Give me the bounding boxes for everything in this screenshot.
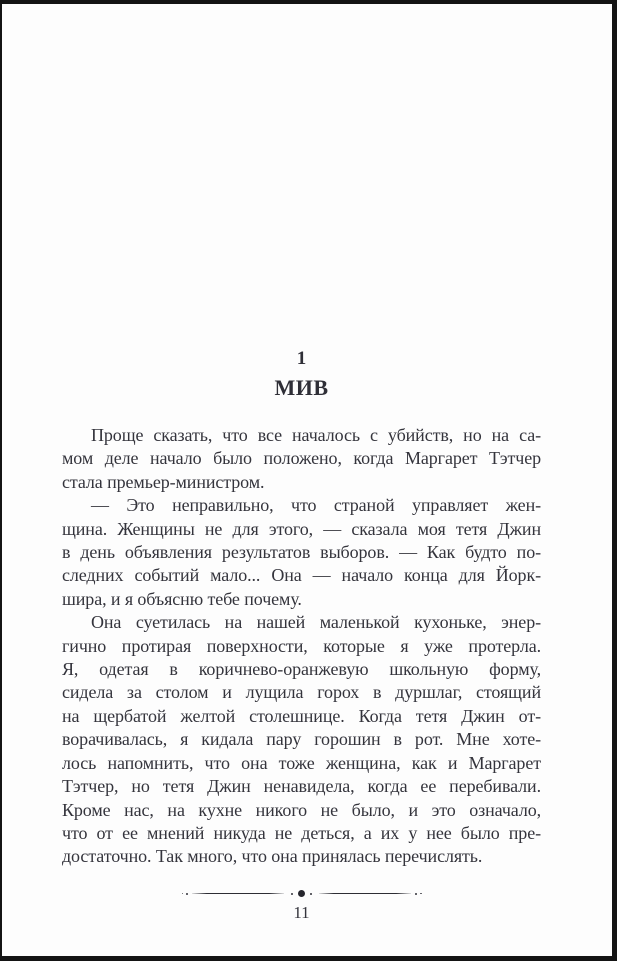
body-text (62, 424, 541, 869)
body-line: лось напомнить, что она тоже женщина, как и Маргарет (62, 752, 541, 773)
divider-dot-icon (415, 893, 417, 895)
body-line: Проще сказать, что все началось с убийств, но на са- (91, 425, 541, 445)
divider-left-dots-icon (182, 893, 189, 895)
paragraph (62, 424, 541, 494)
chapter-number: 1 (296, 348, 307, 369)
body-line: Тэтчер, но тетя Джин ненавидела, когда ее перебивали. (62, 776, 541, 797)
body-line: Она суетилась на нашей маленькой кухоньке, энер- (91, 612, 541, 633)
body-line: ворачивалась, я кидала пару горошин в рот. Мне хоте- (62, 729, 541, 750)
divider-dot-icon (182, 893, 184, 895)
body-line: шира, и я объясню тебе почему. (62, 588, 302, 609)
divider-dot-icon (186, 893, 188, 895)
divider-dot-icon (420, 893, 422, 895)
body-line: сидела за столом и лущила горох в дуршлаг, стоящий (62, 682, 541, 703)
paragraph (62, 494, 541, 611)
body-line: в день объявления результатов выборов. — Как будто по- (62, 542, 541, 563)
section-divider (62, 890, 541, 897)
body-line: гично протирая поверхности, которые я уже протерла. (62, 635, 541, 656)
divider-dot-icon (310, 893, 312, 895)
body-line: — Это неправильно, что страной управляет жен- (91, 495, 541, 516)
body-line: что от ее мнений никуда не деться, а их у нее было пре- (62, 822, 541, 843)
body-line: Кроме нас, на кухне никого не было, и это означало, (62, 799, 541, 820)
body-line: Я, одетая в коричнево-оранжевую школьную форму, (62, 659, 541, 680)
divider-dot-icon (291, 893, 293, 895)
body-line: достаточно. Так много, что она принялась перечислять. (62, 846, 483, 867)
divider-right-dots-icon (415, 893, 422, 895)
divider-rule-icon (319, 893, 411, 895)
body-line: щина. Женщины не для этого, — сказала моя тетя Джин (62, 518, 541, 539)
paragraph (62, 611, 541, 868)
body-line: мом деле начало было положено, когда Маргарет Тэтчер (62, 448, 541, 469)
body-line: стала премьер-министром. (62, 471, 265, 492)
chapter-title: МИВ (274, 375, 329, 400)
body-line: на щербатой желтой столешнице. Когда тетя Джин от- (62, 705, 541, 726)
body-line: следних событий мало... Она — начало конца для Йорк- (62, 565, 541, 586)
text-column (62, 4, 541, 956)
divider-rule-icon (192, 893, 284, 895)
page-number: 11 (293, 903, 310, 922)
divider-bullet-icon (298, 890, 305, 897)
book-page (2, 4, 612, 956)
